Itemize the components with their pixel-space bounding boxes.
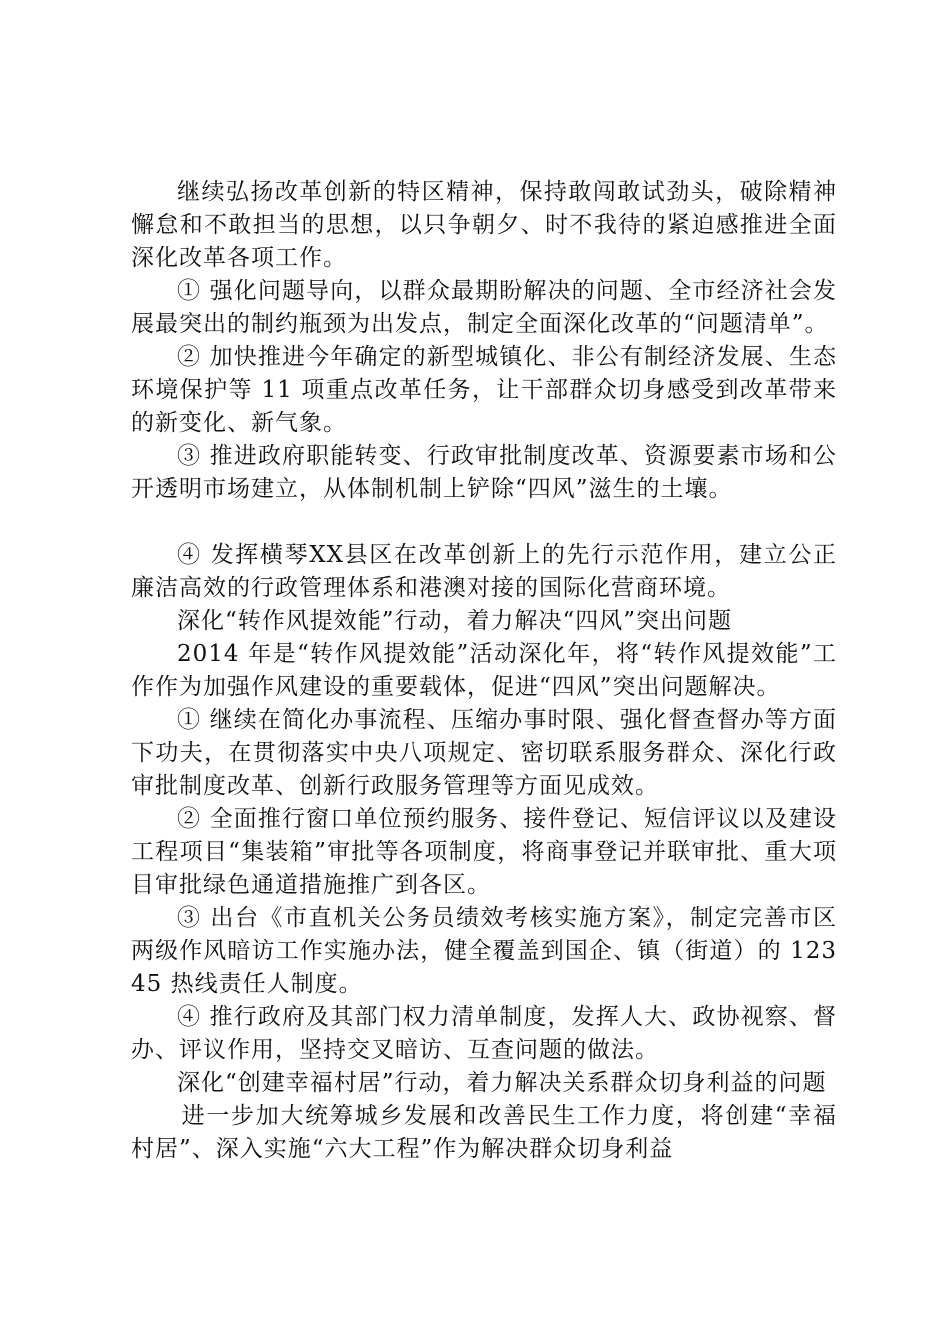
document-body — [131, 176, 837, 1166]
paragraph-reform-intro: 继续弘扬改革创新的特区精神，保持敢闯敢试劲头，破除精神懈怠和不敢担当的思想，以只争朝夕、时不我待的紧迫感推进全面深化改革各项工作。 — [131, 179, 837, 271]
section-heading-happy-village: 深化“创建幸福村居”行动，着力解决关系群众切身利益的问题 — [177, 1070, 827, 1096]
section-heading-work-style: 深化“转作风提效能”行动，着力解决“四风”突出问题 — [177, 608, 733, 634]
paragraph-work-style-intro: 2014 年是“转作风提效能”活动深化年，将“转作风提效能”工作作为加强作风建设的重要载体，促进“四风”突出问题解决。 — [131, 641, 837, 700]
paragraph-reform-item-3: ③ 推进政府职能转变、行政审批制度改革、资源要素市场和公开透明市场建立，从体制机制上铲除“四风”滋生的土壤。 — [131, 443, 837, 502]
paragraph-work-style-item-1: ① 继续在简化办事流程、压缩办事时限、强化督查督办等方面下功夫，在贯彻落实中央八项规定、密切联系服务群众、深化行政审批制度改革、创新行政服务管理等方面见成效。 — [131, 707, 837, 799]
paragraph-reform-item-4: ④ 发挥横琴XX县区在改革创新上的先行示范作用，建立公正廉洁高效的行政管理体系和港澳对接的国际化营商环境。 — [131, 542, 837, 601]
paragraph-work-style-item-3: ③ 出台《市直机关公务员绩效考核实施方案》，制定完善市区两级作风暗访工作实施办法，健全覆盖到国企、镇（街道）的 12345 热线责任人制度。 — [131, 905, 837, 997]
paragraph-reform-item-2: ② 加快推进今年确定的新型城镇化、非公有制经济发展、生态环境保护等 11 项重点改革任务，让干部群众切身感受到改革带来的新变化、新气象。 — [131, 344, 837, 436]
paragraph-work-style-item-4: ④ 推行政府及其部门权力清单制度，发挥人大、政协视察、督办、评议作用，坚持交叉暗访、互查问题的做法。 — [131, 1004, 837, 1063]
paragraph-work-style-item-2: ② 全面推行窗口单位预约服务、接件登记、短信评议以及建设工程项目“集装箱”审批等各项制度，将商事登记并联审批、重大项目审批绿色通道措施推广到各区。 — [131, 806, 837, 898]
paragraph-happy-village-intro: 进一步加大统筹城乡发展和改善民生工作力度，将创建“幸福村居”、深入实施“六大工程”作为解决群众切身利益 — [131, 1103, 837, 1162]
paragraph-reform-item-1: ① 强化问题导向，以群众最期盼解决的问题、全市经济社会发展最突出的制约瓶颈为出发点，制定全面深化改革的“问题清单”。 — [131, 278, 837, 337]
